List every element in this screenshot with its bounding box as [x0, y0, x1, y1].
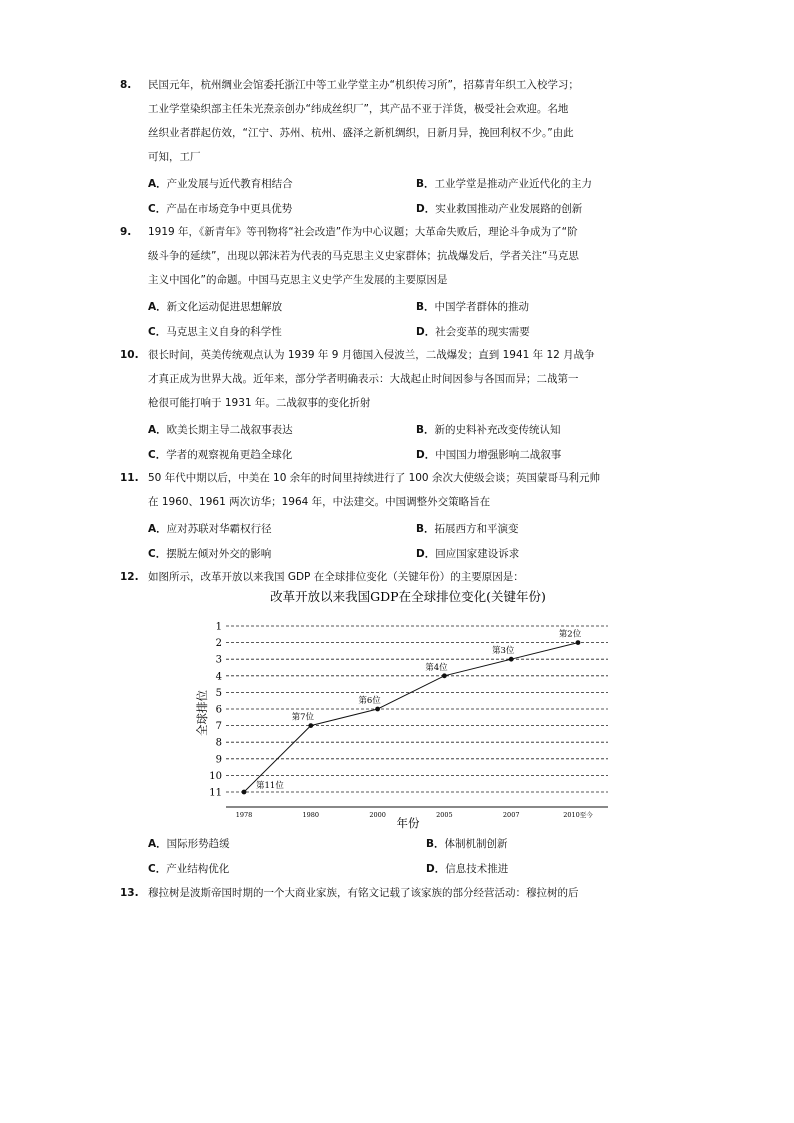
data-label: 第4位: [425, 662, 448, 673]
question-number: 11.: [120, 472, 139, 484]
x-tick-label: 2007: [502, 811, 520, 819]
question-10: [120, 343, 680, 415]
option-b[interactable]: B．体制机制创新: [426, 838, 508, 850]
question-stem: 民国元年，杭州绸业会馆委托浙江中等工业学堂主办“机织传习所”，招募青年织工入校学习； 工业学堂染织部主任朱光焘亲创办“纬成丝织厂”，其产品不亚于洋货，极受社会欢迎。名地 丝织业者群起仿效，“江宁、苏州、杭州、盛泽之新机绸织，日新月异，挽回利权不少。”由此 可知，工厂: [148, 79, 579, 163]
x-tick-label: 2005: [436, 811, 453, 819]
option-a[interactable]: A．新文化运动促进思想解放: [148, 301, 283, 313]
question-number: 12.: [120, 571, 139, 583]
y-tick-label: 5: [215, 687, 222, 699]
data-point: [442, 673, 447, 678]
y-tick-label: 2: [215, 638, 222, 650]
question-8: [120, 73, 680, 169]
y-tick-label: 1: [215, 621, 222, 633]
x-tick-label: 1978: [235, 811, 253, 819]
data-point: [242, 790, 247, 795]
question-number: 13.: [120, 887, 139, 899]
option-a[interactable]: A．应对苏联对华霸权行径: [148, 523, 272, 535]
option-d[interactable]: D．信息技术推进: [426, 863, 509, 875]
question-11: [120, 466, 680, 514]
option-c[interactable]: C．产品在市场竞争中更具优势: [148, 203, 293, 215]
x-tick-label: 1980: [302, 811, 320, 819]
option-d[interactable]: D．实业救国推动产业发展路的创新: [416, 203, 583, 215]
option-d[interactable]: D．社会变革的现实需要: [416, 326, 530, 338]
question-13: [120, 881, 680, 905]
y-axis-label: 全球排位: [195, 690, 209, 736]
data-point: [576, 640, 581, 645]
option-b[interactable]: B．新的史料补充改变传统认知: [416, 424, 561, 436]
y-tick-label: 10: [209, 770, 222, 782]
y-tick-label: 3: [215, 654, 222, 666]
y-tick-label: 8: [215, 737, 222, 749]
question-stem: 1919 年，《新青年》等刊物将“社会改造”作为中心议题；大革命失败后，理论斗争成为了“阶 级斗争的延续”，出现以郭沫若为代表的马克思主义史家群体；抗战爆发后，学者关注“马克思 主义中国化”的命题。中国马克思主义史学产生发展的主要原因是: [148, 226, 579, 286]
data-label: 第11位: [256, 781, 284, 791]
gdp-rank-chart: [178, 585, 618, 830]
data-label: 第7位: [291, 712, 315, 723]
question-stem: 穆拉树是波斯帝国时期的一个大商业家族，有铭文记载了该家族的部分经营活动：穆拉树的后: [148, 887, 579, 899]
question-number: 10.: [120, 349, 139, 361]
y-tick-label: 6: [215, 704, 222, 716]
question-9: [120, 220, 680, 292]
data-label: 第3位: [491, 646, 515, 657]
y-tick-label: 11: [209, 787, 222, 799]
x-tick-label: 2010至今: [563, 811, 593, 819]
option-c[interactable]: C．产业结构优化: [148, 863, 230, 875]
chart-gridlines: [226, 626, 608, 792]
question-number: 9.: [120, 226, 132, 238]
option-b[interactable]: B．工业学堂是推动产业近代化的主力: [416, 178, 593, 190]
y-tick-label: 7: [215, 721, 222, 733]
y-axis-ticks: [209, 622, 222, 799]
option-d[interactable]: D．中国国力增强影响二战叙事: [416, 449, 562, 461]
data-label: 第2位: [558, 629, 582, 640]
data-point: [375, 707, 380, 712]
data-labels: [256, 629, 582, 791]
option-c[interactable]: C．学者的观察视角更趋全球化: [148, 449, 293, 461]
question-stem: 很长时间，英美传统观点认为 1939 年 9 月德国入侵波兰，二战爆发；直到 1941 年 12 月战争 才真正成为世界大战。近年来，部分学者明确表示：大战起止时间因参与各国而异；二战第一 枪很可能打响于 1931 年。二战叙事的变化折射: [148, 349, 595, 409]
data-label: 第6位: [358, 696, 381, 706]
option-c[interactable]: C．摆脱左倾对外交的影响: [148, 548, 272, 560]
y-tick-label: 4: [215, 671, 222, 683]
option-c[interactable]: C．马克思主义自身的科学性: [148, 326, 282, 338]
data-point: [509, 657, 514, 662]
option-a[interactable]: A．国际形势趋缓: [148, 838, 230, 850]
option-b[interactable]: B．中国学者群体的推动: [416, 301, 530, 313]
option-a[interactable]: A．产业发展与近代教育相结合: [148, 178, 293, 190]
data-point: [308, 723, 313, 728]
question-stem: 如图所示，改革开放以来我国 GDP 在全球排位变化（关键年份）的主要原因是：: [148, 571, 524, 583]
x-tick-label: 2000: [369, 811, 386, 819]
x-axis-label: 年份: [396, 816, 420, 830]
option-a[interactable]: A．欧美长期主导二战叙事表达: [148, 424, 293, 436]
question-number: 8.: [120, 79, 132, 91]
question-stem: 50 年代中期以后，中美在 10 余年的时间里持续进行了 100 余次大使级会谈；英国蒙哥马利元帅 在 1960、1961 两次访华；1964 年，中法建交。中国调整外交策略旨在: [148, 472, 600, 508]
chart-title: 改革开放以来我国GDP在全球排位变化(关键年份): [270, 589, 546, 604]
y-tick-label: 9: [215, 754, 222, 766]
option-d[interactable]: D．回应国家建设诉求: [416, 548, 520, 560]
option-b[interactable]: B．拓展西方和平演变: [416, 523, 519, 535]
